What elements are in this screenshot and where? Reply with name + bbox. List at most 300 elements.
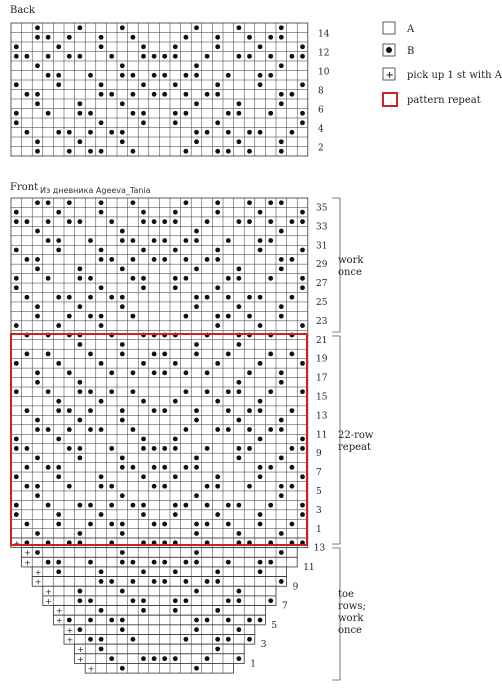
stitch-dot [184, 73, 189, 78]
stitch-dot [258, 560, 263, 565]
stitch-dot [237, 503, 242, 508]
stitch-dot [300, 512, 305, 517]
stitch-dot [131, 579, 136, 584]
stitch-dot [88, 73, 93, 78]
stitch-dot [99, 484, 104, 489]
legend-b-label: B [407, 46, 415, 57]
stitch-dot [56, 238, 61, 243]
stitch-dot [56, 130, 61, 135]
stitch-dot [194, 589, 199, 594]
back-grid [11, 23, 308, 156]
stitch-dot [88, 389, 93, 394]
stitch-dot [162, 352, 167, 357]
stitch-dot [194, 618, 199, 623]
stitch-dot [14, 82, 19, 87]
stitch-dot [300, 389, 305, 394]
stitch-dot [109, 92, 114, 97]
stitch-dot [279, 370, 284, 375]
stitch-dot [14, 474, 19, 479]
stitch-dot [173, 210, 178, 215]
stitch-dot [99, 257, 104, 262]
stitch-dot [279, 427, 284, 432]
stitch-dot [25, 484, 30, 489]
stitch-dot [88, 408, 93, 413]
pickup-plus-icon: + [66, 625, 74, 635]
pickup-plus-icon: + [66, 635, 74, 645]
stitch-dot [268, 465, 273, 470]
stitch-dot [25, 257, 30, 262]
stitch-dot [35, 200, 40, 205]
stitch-dot [35, 484, 40, 489]
stitch-dot [300, 219, 305, 224]
stitch-dot [67, 618, 72, 623]
stitch-dot [78, 380, 83, 385]
stitch-dot [67, 314, 72, 319]
stitch-dot [56, 73, 61, 78]
stitch-dot [268, 276, 273, 281]
stitch-dot [46, 35, 51, 40]
stitch-dot [162, 54, 167, 59]
stitch-dot [300, 276, 305, 281]
stitch-dot [56, 569, 61, 574]
stitch-dot [78, 446, 83, 451]
stitch-dot [78, 54, 83, 59]
stitch-dot [258, 210, 263, 215]
stitch-dot [279, 484, 284, 489]
stitch-dot [88, 522, 93, 527]
stitch-dot [99, 427, 104, 432]
stitch-dot [237, 531, 242, 536]
stitch-dot [120, 589, 125, 594]
stitch-dot [194, 295, 199, 300]
stitch-dot [35, 229, 40, 234]
stitch-dot [78, 276, 83, 281]
stitch-dot [109, 503, 114, 508]
stitch-dot [46, 238, 51, 243]
pickup-plus-icon: + [87, 664, 95, 674]
stitch-dot [35, 455, 40, 460]
stitch-dot [56, 522, 61, 527]
stitch-dot [141, 111, 146, 116]
stitch-dot [184, 149, 189, 154]
stitch-dot [215, 427, 220, 432]
stitch-dot [35, 139, 40, 144]
stitch-dot [237, 25, 242, 30]
back-row-number: 6 [318, 105, 324, 116]
stitch-dot [237, 455, 242, 460]
stitch-dot [215, 82, 220, 87]
bracket-toe-line3: work [338, 613, 364, 624]
front-row-number: 11 [316, 430, 328, 441]
stitch-dot [194, 63, 199, 68]
stitch-dot [300, 437, 305, 442]
stitch-dot [99, 474, 104, 479]
stitch-dot [162, 579, 167, 584]
stitch-dot [162, 522, 167, 527]
stitch-dot [194, 455, 199, 460]
stitch-dot [268, 238, 273, 243]
stitch-dot [56, 408, 61, 413]
stitch-dot [205, 522, 210, 527]
pickup-plus-icon: + [45, 596, 53, 606]
stitch-dot [78, 418, 83, 423]
stitch-dot [152, 219, 157, 224]
stitch-dot [215, 647, 220, 652]
stitch-dot [78, 101, 83, 106]
toe-row-number: 3 [260, 640, 267, 651]
stitch-dot [120, 352, 125, 357]
stitch-dot [109, 219, 114, 224]
stitch-dot [14, 276, 19, 281]
stitch-dot [194, 101, 199, 106]
stitch-dot [226, 637, 231, 642]
stitch-dot [290, 465, 295, 470]
stitch-dot [226, 503, 231, 508]
stitch-dot [258, 569, 263, 574]
stitch-dot [35, 101, 40, 106]
stitch-dot [184, 389, 189, 394]
stitch-dot [46, 276, 51, 281]
bracket-work-once-line2: once [338, 267, 362, 278]
stitch-dot [141, 656, 146, 661]
pickup-plus-icon: + [45, 587, 53, 597]
stitch-dot [173, 569, 178, 574]
stitch-dot [141, 437, 146, 442]
stitch-dot [141, 285, 146, 290]
stitch-dot [78, 25, 83, 30]
stitch-dot [14, 120, 19, 125]
stitch-dot [300, 361, 305, 366]
stitch-dot [99, 35, 104, 40]
stitch-dot [194, 522, 199, 527]
front-row-numbers [316, 203, 328, 534]
stitch-dot [279, 455, 284, 460]
stitch-dot [67, 130, 72, 135]
stitch-dot [25, 408, 30, 413]
stitch-dot [141, 210, 146, 215]
stitch-dot [120, 666, 125, 671]
stitch-dot [25, 54, 30, 59]
front-row-number: 15 [316, 392, 328, 403]
stitch-dot [14, 446, 19, 451]
stitch-dot [184, 503, 189, 508]
stitch-dot [300, 285, 305, 290]
front-grid [11, 198, 308, 538]
stitch-dot [173, 503, 178, 508]
stitch-dot [247, 370, 252, 375]
stitch-dot [290, 295, 295, 300]
stitch-dot [109, 295, 114, 300]
stitch-dot [205, 484, 210, 489]
stitch-dot [215, 474, 220, 479]
stitch-dot [226, 427, 231, 432]
stitch-dot [120, 229, 125, 234]
stitch-dot [120, 465, 125, 470]
stitch-dot [120, 493, 125, 498]
stitch-dot [56, 437, 61, 442]
front-row-number: 29 [316, 260, 328, 271]
front-row-number: 21 [316, 335, 328, 346]
stitch-dot [141, 82, 146, 87]
stitch-dot [194, 465, 199, 470]
stitch-dot [268, 73, 273, 78]
stitch-dot [56, 474, 61, 479]
stitch-dot [67, 200, 72, 205]
stitch-dot [215, 399, 220, 404]
stitch-dot [35, 427, 40, 432]
stitch-dot [226, 352, 231, 357]
stitch-dot [99, 512, 104, 517]
stitch-dot [88, 503, 93, 508]
stitch-dot [99, 569, 104, 574]
bracket-toe-line4: once [338, 625, 362, 636]
stitch-dot [78, 503, 83, 508]
stitch-dot [205, 618, 210, 623]
stitch-dot [99, 285, 104, 290]
stitch-dot [194, 73, 199, 78]
stitch-dot [35, 257, 40, 262]
stitch-dot [25, 92, 30, 97]
front-row-number: 33 [316, 222, 328, 233]
stitch-dot [226, 598, 231, 603]
stitch-dot [194, 304, 199, 309]
stitch-dot [173, 54, 178, 59]
stitch-dot [173, 120, 178, 125]
stitch-dot [14, 248, 19, 253]
stitch-dot [67, 370, 72, 375]
stitch-dot [131, 427, 136, 432]
front-row-number: 17 [316, 373, 328, 384]
stitch-dot [14, 54, 19, 59]
stitch-dot [14, 111, 19, 116]
stitch-dot [141, 446, 146, 451]
stitch-dot [35, 314, 40, 319]
bracket-work-once-line1: work [338, 255, 364, 266]
stitch-dot [279, 531, 284, 536]
front-row-number: 31 [316, 241, 328, 252]
stitch-dot [300, 323, 305, 328]
back-row-number: 14 [318, 29, 330, 40]
stitch-dot [258, 44, 263, 49]
pickup-plus-icon: + [34, 577, 42, 587]
stitch-dot [279, 25, 284, 30]
stitch-dot [35, 418, 40, 423]
stitch-dot [184, 276, 189, 281]
stitch-dot [237, 656, 242, 661]
stitch-dot [237, 276, 242, 281]
stitch-dot [14, 323, 19, 328]
stitch-dot [88, 352, 93, 357]
stitch-dot [99, 323, 104, 328]
stitch-dot [279, 550, 284, 555]
stitch-dot [173, 399, 178, 404]
stitch-dot [290, 446, 295, 451]
stitch-dot [120, 101, 125, 106]
stitch-dot [258, 474, 263, 479]
stitch-dot [88, 238, 93, 243]
stitch-dot [56, 295, 61, 300]
front-title: Front [10, 182, 39, 193]
stitch-dot [215, 92, 220, 97]
stitch-dot [120, 63, 125, 68]
stitch-dot [205, 370, 210, 375]
stitch-dot [215, 361, 220, 366]
stitch-dot [247, 54, 252, 59]
stitch-dot [279, 229, 284, 234]
stitch-dot [131, 389, 136, 394]
stitch-dot [237, 101, 242, 106]
stitch-dot [300, 54, 305, 59]
stitch-dot [99, 637, 104, 642]
stitch-dot [300, 474, 305, 479]
stitch-dot [173, 248, 178, 253]
toe-row-number: 9 [292, 582, 299, 593]
stitch-dot [215, 579, 220, 584]
stitch-dot [14, 503, 19, 508]
stitch-dot [215, 637, 220, 642]
stitch-dot [131, 257, 136, 262]
stitch-dot [141, 399, 146, 404]
stitch-dot [237, 418, 242, 423]
stitch-dot [14, 44, 19, 49]
stitch-dot [194, 238, 199, 243]
stitch-dot [152, 54, 157, 59]
stitch-dot [247, 130, 252, 135]
stitch-dot [173, 656, 178, 661]
stitch-dot [226, 389, 231, 394]
stitch-dot [78, 304, 83, 309]
stitch-dot [247, 637, 252, 642]
stitch-dot [120, 618, 125, 623]
stitch-dot [162, 73, 167, 78]
stitch-dot [152, 465, 157, 470]
stitch-dot [46, 352, 51, 357]
stitch-dot [215, 323, 220, 328]
stitch-dot [205, 219, 210, 224]
stitch-dot [258, 618, 263, 623]
pickup-plus-icon: + [24, 548, 31, 558]
stitch-dot [247, 314, 252, 319]
stitch-dot [67, 446, 72, 451]
watermark: Из дневника Ageeva_Tania [40, 186, 151, 195]
stitch-dot [120, 531, 125, 536]
stitch-dot [258, 408, 263, 413]
stitch-dot [237, 266, 242, 271]
stitch-dot [215, 44, 220, 49]
stitch-dot [99, 647, 104, 652]
stitch-dot [46, 73, 51, 78]
stitch-dot [258, 238, 263, 243]
stitch-dot [237, 446, 242, 451]
stitch-dot [131, 560, 136, 565]
stitch-dot [237, 589, 242, 594]
back-row-number: 2 [318, 143, 324, 154]
stitch-dot [194, 418, 199, 423]
stitch-dot [226, 238, 231, 243]
stitch-dot [279, 63, 284, 68]
stitch-dot [152, 73, 157, 78]
stitch-dot [109, 484, 114, 489]
stitch-dot [205, 130, 210, 135]
stitch-dot [99, 361, 104, 366]
stitch-dot [14, 285, 19, 290]
stitch-dot [205, 389, 210, 394]
stitch-dot [152, 656, 157, 661]
stitch-dot [184, 598, 189, 603]
stitch-dot [279, 139, 284, 144]
stitch-dot [290, 54, 295, 59]
bracket-toe-line1: toe [338, 589, 354, 600]
stitch-dot [131, 149, 136, 154]
stitch-dot [109, 389, 114, 394]
stitch-dot [152, 560, 157, 565]
legend-a-swatch [383, 22, 395, 34]
stitch-dot [56, 560, 61, 565]
stitch-dot [194, 493, 199, 498]
stitch-dot [14, 219, 19, 224]
stitch-dot [88, 560, 93, 565]
stitch-dot [141, 512, 146, 517]
front-row-number: 35 [316, 203, 328, 214]
stitch-dot [258, 522, 263, 527]
stitch-dot [226, 522, 231, 527]
stitch-dot [78, 219, 83, 224]
stitch-dot [268, 427, 273, 432]
stitch-dot [226, 560, 231, 565]
stitch-dot [258, 465, 263, 470]
stitch-dot [300, 446, 305, 451]
stitch-dot [56, 82, 61, 87]
stitch-dot [78, 627, 83, 632]
stitch-dot [67, 295, 72, 300]
stitch-dot [141, 474, 146, 479]
stitch-dot [152, 352, 157, 357]
stitch-dot [141, 569, 146, 574]
stitch-dot [99, 579, 104, 584]
stitch-dot [237, 389, 242, 394]
stitch-dot [56, 44, 61, 49]
stitch-dot [268, 352, 273, 357]
stitch-dot [205, 295, 210, 300]
stitch-dot [247, 200, 252, 205]
stitch-dot [258, 361, 263, 366]
stitch-dot [247, 35, 252, 40]
stitch-dot [184, 111, 189, 116]
stitch-dot [78, 389, 83, 394]
stitch-dot [109, 446, 114, 451]
stitch-dot [300, 210, 305, 215]
stitch-dot [226, 295, 231, 300]
stitch-dot [109, 257, 114, 262]
stitch-dot [279, 380, 284, 385]
front-row-number: 5 [316, 486, 322, 497]
stitch-dot [131, 465, 136, 470]
stitch-dot [300, 44, 305, 49]
stitch-dot [258, 323, 263, 328]
stitch-dot [25, 446, 30, 451]
stitch-dot [99, 200, 104, 205]
stitch-dot [120, 418, 125, 423]
stitch-dot [120, 295, 125, 300]
stitch-dot [131, 370, 136, 375]
stitch-dot [120, 25, 125, 30]
stitch-dot [258, 437, 263, 442]
stitch-dot [237, 342, 242, 347]
stitch-dot [88, 427, 93, 432]
stitch-dot [152, 446, 157, 451]
stitch-dot [152, 579, 157, 584]
stitch-dot [205, 503, 210, 508]
